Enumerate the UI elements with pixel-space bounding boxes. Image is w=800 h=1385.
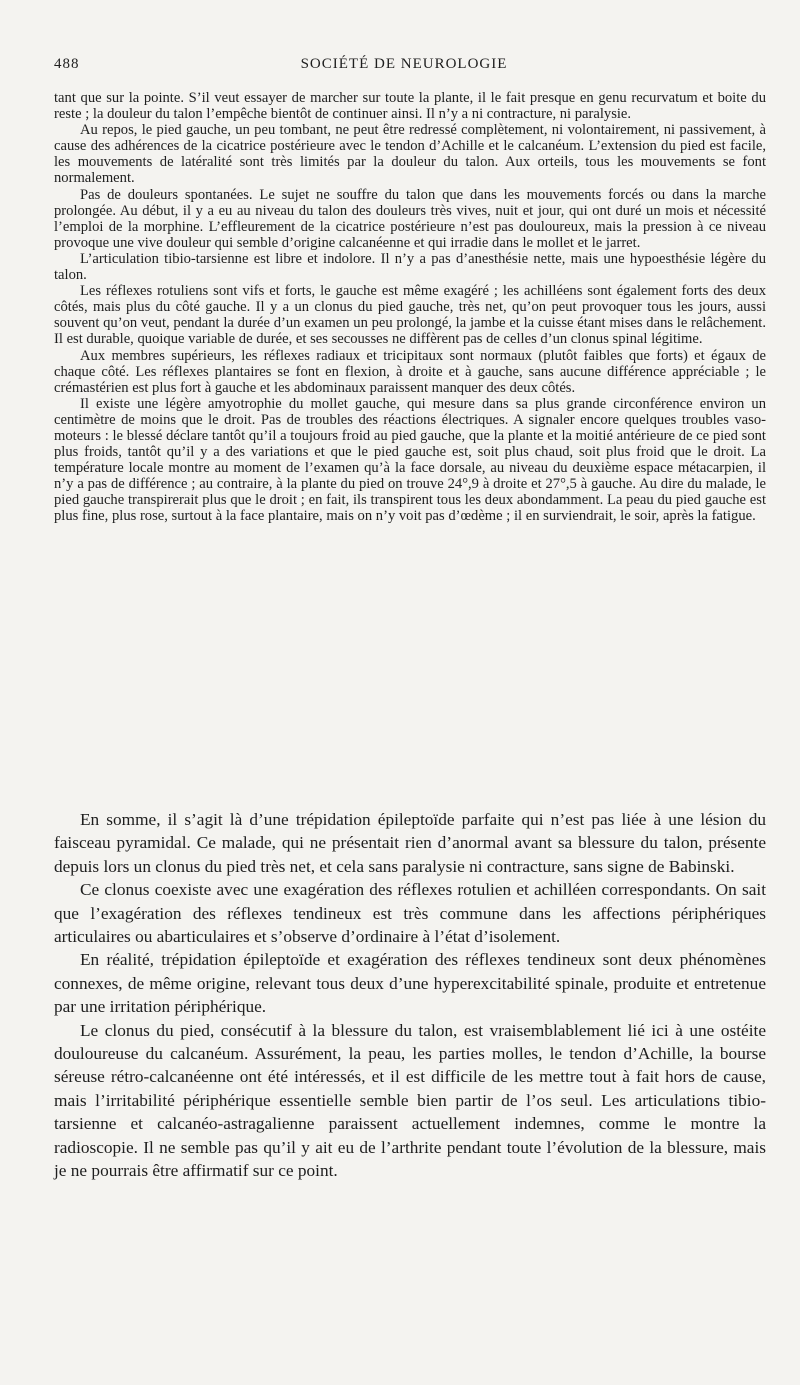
paragraph: Au repos, le pied gauche, un peu tombant, ne peut être redressé complètement, ni volontairement, ni passivement, à cause des adhérences de la cicatrice postérieure avec le tendon d’Achille et le calcanéum. L’extension du pied est facile, les mouvements de latéralité sont très limités par la douleur du talon. Aux orteils, tous les mouvements se font normalement. — [54, 122, 766, 187]
case-observation-text — [54, 90, 766, 525]
paragraph: Le clonus du pied, consécutif à la blessure du talon, est vraisemblablement lié ici à une ostéite douloureuse du calcanéum. Assurément, la peau, les parties molles, le tendon d’Achille, la bourse séreuse rétro-calcanéenne ont été intéressés, et il est difficile de les mettre tout à fait hors de cause, mais l’irritabilité périphérique essentielle semble bien partir de l’os seul. Les articulations tibio-tarsienne et calcanéo-astragalienne paraissent actuellement indemnes, comme le montre la radioscopie. Il ne semble pas qu’il y ait eu de l’arthrite pendant toute l’évolution de la blessure, mais je ne pourrais être affirmatif sur ce point. — [54, 1020, 766, 1181]
running-title: SOCIÉTÉ DE NEUROLOGIE — [300, 56, 508, 72]
paragraph: Aux membres supérieurs, les réflexes radiaux et tricipitaux sont normaux (plutôt faibles que forts) et égaux de chaque côté. Les réflexes plantaires se font en flexion, à droite et à gauche, sans aucune différence appréciable ; le crémastérien est plus fort à gauche et les abdominaux paraissent manquer des deux côtés. — [54, 347, 766, 396]
paragraph: Il existe une légère amyotrophie du mollet gauche, qui mesure dans sa plus grande circonférence environ un centimètre de moins que le droit. Pas de troubles des réactions électriques. A signaler encore quelques troubles vaso-moteurs : le blessé déclare tantôt qu’il a toujours froid au pied gauche, que la plante et la moitié antérieure de ce pied sont plus froids, tantôt qu’il y a des variations et que le pied gauche est, soit plus chaud, soit plus froid que le droit. La température locale montre au moment de l’examen qu’à la face dorsale, au niveau du deuxième espace métacarpien, il n’y a pas de différence ; au contraire, à la plante du pied on trouve 24°,9 à droite et 27°,5 à gauche. Au dire du malade, le pied gauche transpirerait plus que le droit ; en fait, ils transpirent tous les deux abondamment. La peau du pied gauche est plus fine, plus rose, surtout à la face plantaire, mais on n’y voit pas d’œdème ; il en surviendrait, le soir, après la fatigue. — [54, 395, 766, 525]
paragraph: Les réflexes rotuliens sont vifs et forts, le gauche est même exagéré ; les achilléens sont également forts des deux côtés, mais plus du côté gauche. Il y a un clonus du pied gauche, très net, qu’on peut provoquer tous les jours, aussi souvent qu’on veut, pendant la durée d’un examen un peu prolongé, la jambe et la cuisse étant mises dans le relâchement. Il est durable, quoique variable de durée, et ses secousses ne diffèrent pas de celles d’un clonus spinal légitime. — [54, 283, 766, 348]
paragraph: L’articulation tibio-tarsienne est libre et indolore. Il n’y a pas d’anesthésie nette, mais une hypoesthésie légère du talon. — [54, 250, 766, 284]
paragraph: Pas de douleurs spontanées. Le sujet ne souffre du talon que dans les mouvements forcés ou dans la marche prolongée. Au début, il y a eu au niveau du talon des douleurs très vives, nuit et jour, qui ont duré un mois et nécessité l’emploi de la morphine. L’effleurement de la cicatrice postérieure n’est pas douloureux, mais la pression à ce niveau provoque une vive douleur qui semble d’origine calcanéenne et qui irradie dans le mollet et le jarret. — [54, 186, 766, 251]
paragraph: Ce clonus coexiste avec une exagération des réflexes rotulien et achilléen correspondants. On sait que l’exagération des réflexes tendineux est très commune dans les affections périphériques articulaires ou abarticulaires et s’observe d’ordinaire à l’état d’isolement. — [54, 880, 766, 947]
page-number: 488 — [54, 56, 80, 72]
paragraph: En somme, il s’agit là d’une trépidation épileptoïde parfaite qui n’est pas liée à une lésion du faisceau pyramidal. Ce malade, qui ne présentait rien d’anormal avant sa blessure du talon, présente depuis lors un clonus du pied très net, et cela sans paralysie ni contracture, sans signe de Babinski. — [54, 810, 766, 876]
paragraph: En réalité, trépidation épileptoïde et exagération des réflexes tendineux sont deux phénomènes connexes, de même origine, relevant tous deux d’une hyperexcitabilité spinale, produite et entretenue par une irritation périphérique. — [54, 950, 766, 1017]
discussion-text — [54, 808, 766, 1183]
paragraph: tant que sur la pointe. S’il veut essayer de marcher sur toute la plante, il le fait presque en genu recurvatum et boite du reste ; la douleur du talon l’empêche bientôt de continuer ainsi. Il n’y a ni contracture, ni paralysie. — [54, 90, 766, 123]
page-header — [54, 56, 754, 76]
